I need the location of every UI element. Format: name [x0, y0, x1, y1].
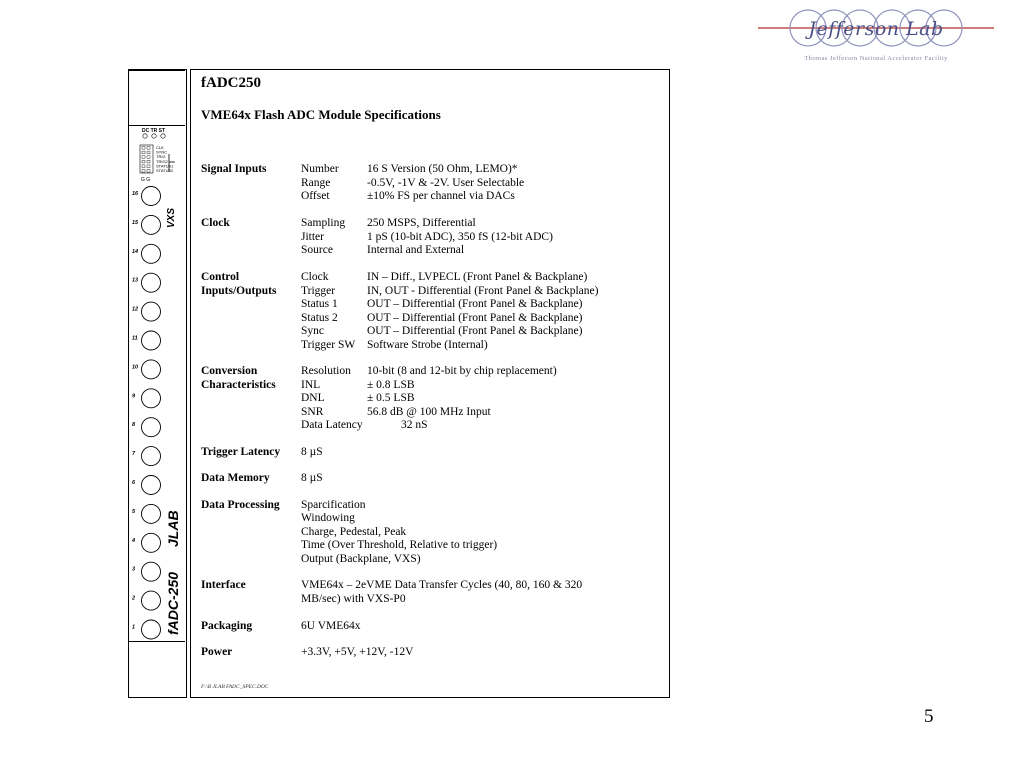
- spec-value: OUT – Differential (Front Panel & Backplane): [367, 298, 583, 310]
- spec-value: 32 nS: [401, 419, 428, 431]
- spec-value: 250 MSPS, Differential: [367, 217, 476, 229]
- spec-value: 1 pS (10-bit ADC), 350 fS (12-bit ADC): [367, 230, 553, 243]
- panel-header-labels: DC TR ST: [142, 128, 166, 134]
- spec-label: Status 2: [301, 311, 338, 324]
- panel-brand-text: JLAB: [165, 510, 181, 547]
- category-signal-inputs: Signal Inputs: [201, 163, 267, 175]
- lemo-connector-icon: [142, 187, 161, 206]
- spec-value: 10-bit (8 and 12-bit by chip replacement): [367, 365, 557, 377]
- spec-value: Output (Backplane, VXS): [301, 552, 421, 565]
- spec-value: Charge, Pedestal, Peak: [301, 525, 407, 538]
- category-control: Control: [201, 271, 240, 283]
- panel-connector-pin: [147, 170, 150, 173]
- panel-connector-label: TRIG2: [156, 158, 168, 164]
- jefferson-lab-logo: [756, 6, 996, 66]
- panel-connector-pin: [142, 156, 145, 159]
- spec-label: DNL: [301, 392, 325, 404]
- document-reference: F:\B JLAB FADC_SPEC.DOC: [201, 684, 269, 690]
- category-data-processing: Data Processing: [201, 498, 280, 511]
- channel-number-label: 3: [132, 566, 136, 573]
- spec-label: Source: [301, 244, 333, 256]
- lemo-connector-icon: [142, 504, 161, 523]
- lemo-connector-icon: [142, 215, 161, 234]
- spec-label: Trigger: [301, 284, 336, 297]
- panel-connector-label: STATUS1: [156, 163, 174, 169]
- lemo-connector-icon: [142, 273, 161, 292]
- spec-value: ± 0.5 LSB: [367, 392, 415, 404]
- lemo-connector-icon: [142, 331, 161, 350]
- spec-label: Clock: [301, 271, 329, 283]
- spec-value: VME64x – 2eVME Data Transfer Cycles (40, 80, 160 & 320: [301, 579, 583, 591]
- spec-value: IN, OUT - Differential (Front Panel & Backplane): [367, 284, 599, 297]
- category-control-line2: Inputs/Outputs: [201, 284, 277, 297]
- panel-channels: [131, 187, 161, 640]
- panel-connector-pin: [142, 165, 145, 168]
- spec-label: INL: [301, 378, 321, 391]
- spec-label: Status 1: [301, 298, 338, 310]
- lemo-connector-icon: [142, 389, 161, 408]
- spec-value: IN – Diff., LVPECL (Front Panel & Backplane): [367, 271, 588, 283]
- lemo-connector-icon: [142, 533, 161, 552]
- channel-number-label: 9: [132, 393, 136, 400]
- channel-number-label: 12: [132, 306, 139, 313]
- channel-number-label: 5: [132, 508, 136, 515]
- spec-value: -0.5V, -1V & -2V. User Selectable: [367, 176, 525, 189]
- spec-value: ±10% FS per channel via DACs: [367, 190, 515, 202]
- spec-value: 8 µS: [301, 472, 323, 484]
- channel-number-label: 11: [132, 335, 138, 342]
- spec-label: SNR: [301, 405, 324, 418]
- lemo-connector-icon: [142, 244, 161, 263]
- lemo-connector-icon: [142, 360, 161, 379]
- spec-value: 8 µS: [301, 445, 323, 458]
- panel-connector-label: CLK: [156, 145, 164, 150]
- panel-model-text: fADC-250: [165, 571, 181, 635]
- spec-sheet: [190, 69, 670, 698]
- panel-connector-label: STATUS2: [156, 168, 174, 173]
- panel-vxs-text: VXS: [166, 207, 177, 228]
- lemo-connector-icon: [142, 562, 161, 581]
- channel-number-label: 8: [132, 422, 136, 429]
- logo-subtitle: Thomas Jefferson National Accelerator Facility: [804, 55, 948, 62]
- panel-connector-pin: [142, 147, 145, 150]
- category-conversion-line2: Characteristics: [201, 378, 276, 391]
- spec-value: Sparcification: [301, 498, 366, 511]
- lemo-connector-icon: [142, 418, 161, 437]
- spec-value: 56.8 dB @ 100 MHz Input: [367, 405, 491, 418]
- category-interface: Interface: [201, 579, 246, 591]
- panel-connector-pin: [142, 151, 145, 154]
- panel-connector-pin: [142, 170, 145, 173]
- lemo-connector-icon: [142, 302, 161, 321]
- spec-label: Sampling: [301, 217, 346, 229]
- lemo-connector-icon: [142, 620, 161, 639]
- lemo-connector-icon: [142, 476, 161, 495]
- channel-number-label: 15: [132, 219, 139, 226]
- panel-connector-pin: [147, 151, 150, 154]
- spec-label: Resolution: [301, 365, 351, 377]
- spec-label: Number: [301, 163, 339, 175]
- panel-connector-pin: [147, 147, 150, 150]
- spec-value: +3.3V, +5V, +12V, -12V: [301, 646, 414, 658]
- logo-wordmark: Jefferson Lab: [808, 18, 944, 40]
- channel-number-label: 10: [132, 364, 139, 371]
- category-packaging: Packaging: [201, 619, 253, 632]
- spec-label: Trigger SW: [301, 338, 356, 351]
- channel-number-label: 1: [132, 624, 136, 631]
- svg-text:G G: G G: [141, 177, 151, 183]
- front-panel-drawing: [128, 69, 187, 698]
- spec-value: Time (Over Threshold, Relative to trigger): [301, 539, 498, 551]
- channel-number-label: 7: [132, 451, 136, 458]
- category-trigger-latency: Trigger Latency: [201, 445, 281, 458]
- channel-number-label: 2: [132, 595, 136, 602]
- spec-label: Jitter: [301, 230, 324, 243]
- spec-value: Software Strobe (Internal): [367, 338, 488, 351]
- front-panel-svg: [129, 70, 186, 696]
- channel-number-label: 14: [132, 248, 139, 255]
- category-power: Power: [201, 646, 233, 658]
- category-conversion: Conversion: [201, 365, 258, 377]
- channel-number-label: 6: [132, 480, 136, 486]
- spec-value: Internal and External: [367, 244, 465, 256]
- page-number: 5: [924, 706, 934, 727]
- panel-connector-pin: [147, 156, 150, 159]
- spec-label: Data Latency: [301, 419, 363, 431]
- spec-value: MB/sec) with VXS-P0: [301, 592, 406, 605]
- sheet-title: fADC250: [201, 75, 261, 91]
- panel-connector-pin: [142, 160, 145, 163]
- spec-value: Windowing: [301, 512, 355, 524]
- spec-value: 6U VME64x: [301, 619, 361, 632]
- spec-value: OUT – Differential (Front Panel & Backplane): [367, 311, 583, 324]
- category-clock: Clock: [201, 217, 230, 229]
- spec-label: Range: [301, 176, 331, 189]
- category-data-memory: Data Memory: [201, 472, 270, 484]
- panel-connector-label: SYNC: [156, 149, 168, 155]
- spec-label: Offset: [301, 190, 330, 202]
- spec-value: OUT – Differential (Front Panel & Backplane): [367, 325, 583, 337]
- lemo-connector-icon: [142, 447, 161, 466]
- spec-value: 16 S Version (50 Ohm, LEMO)*: [367, 163, 518, 175]
- channel-number-label: 16: [132, 191, 139, 197]
- panel-connector-pin: [147, 160, 150, 163]
- channel-number-label: 13: [132, 277, 139, 284]
- panel-connector-pin: [147, 165, 150, 168]
- panel-connector-label: TRIG: [156, 154, 166, 160]
- spec-value: ± 0.8 LSB: [367, 378, 415, 391]
- spec-label: Sync: [301, 325, 324, 337]
- lemo-connector-icon: [142, 591, 161, 610]
- channel-number-label: 4: [132, 537, 136, 544]
- sheet-subtitle: VME64x Flash ADC Module Specifications: [201, 107, 441, 122]
